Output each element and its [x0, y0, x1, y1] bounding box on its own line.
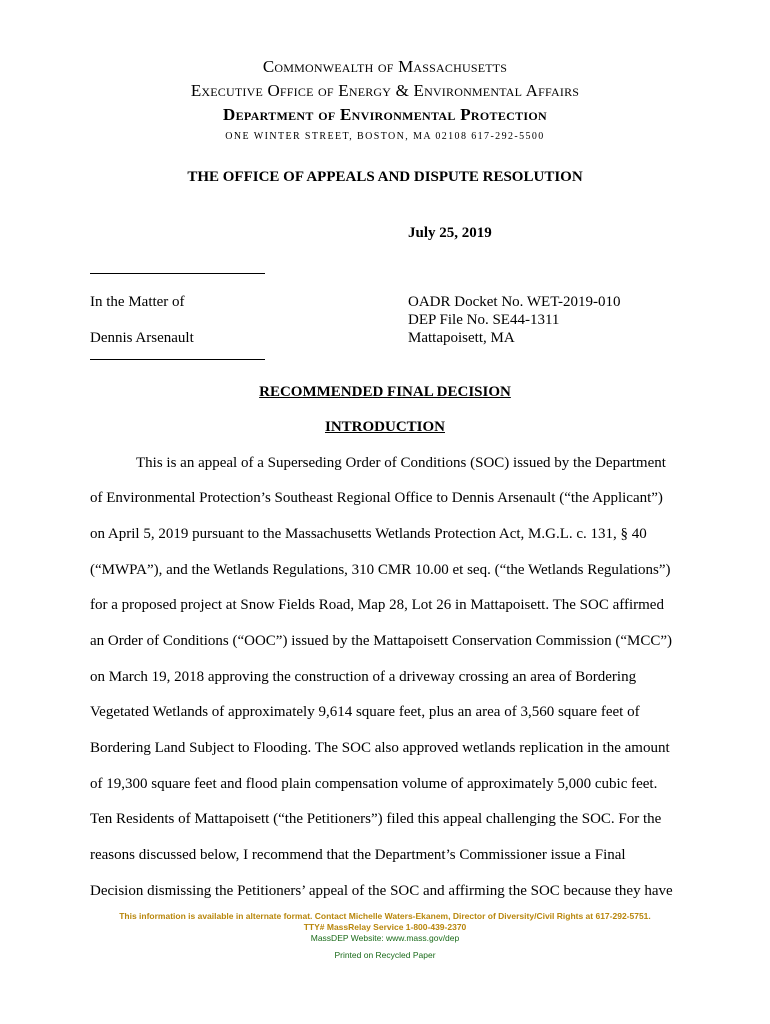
body-line: reasons discussed below, I recommend that the Department’s Commissioner issue a Final	[90, 847, 626, 863]
body-line: Ten Residents of Mattapoisett (“the Petitioners”) filed this appeal challenging the SOC. For the	[90, 811, 662, 827]
party-name: Dennis Arsenault	[90, 330, 194, 346]
introduction-heading: INTRODUCTION	[324, 419, 445, 435]
body-line: for a proposed project at Snow Fields Road, Map 28, Lot 26 in Mattapoisett. The SOC affirmed	[90, 597, 664, 613]
body-line: Vegetated Wetlands of approximately 9,614 square feet, plus an area of 3,560 square feet of	[90, 704, 640, 720]
letterhead-department: Department of Environmental Protection	[223, 105, 547, 124]
body-line: on April 5, 2019 pursuant to the Massachusetts Wetlands Protection Act, M.G.L. c. 131, § 40	[90, 526, 647, 542]
docket-number: OADR Docket No. WET-2019-010	[408, 294, 621, 310]
footer-alternate-format: This information is available in alternate format. Contact Michelle Waters-Ekanem, Director of Diversity/Civil Rights at 617-292-5751.	[119, 911, 651, 921]
letterhead-commonwealth: Commonwealth of Massachusetts	[262, 57, 508, 76]
decision-heading: RECOMMENDED FINAL DECISION	[259, 384, 511, 400]
body-line: on March 19, 2018 approving the construction of a driveway crossing an area of Bordering	[90, 669, 637, 685]
matter-label: In the Matter of	[90, 294, 185, 310]
project-location: Mattapoisett, MA	[408, 330, 515, 346]
body-line: Decision dismissing the Petitioners’ appeal of the SOC and affirming the SOC because they have	[90, 883, 673, 899]
body-line: (“MWPA”), and the Wetlands Regulations, 310 CMR 10.00 et seq. (“the Wetlands Regulations”)	[90, 562, 671, 578]
office-title: THE OFFICE OF APPEALS AND DISPUTE RESOLUTION	[187, 169, 583, 185]
letterhead-executive-office: Executive Office of Energy & Environmental Affairs	[190, 81, 580, 100]
caption-bottom-rule	[90, 359, 265, 360]
footer-website: MassDEP Website: www.mass.gov/dep	[310, 933, 460, 943]
body-line: of 19,300 square feet and flood plain compensation volume of approximately 5,000 cubic feet.	[90, 776, 658, 792]
body-line: This is an appeal of a Superseding Order of Conditions (SOC) issued by the Department	[136, 455, 666, 471]
decision-date: July 25, 2019	[408, 225, 492, 241]
caption-top-rule	[90, 273, 265, 274]
body-line: an Order of Conditions (“OOC”) issued by the Mattapoisett Conservation Commission (“MCC”)	[90, 633, 673, 649]
dep-file-number: DEP File No. SE44-1311	[408, 312, 560, 328]
body-line: Bordering Land Subject to Flooding. The SOC also approved wetlands replication in the amount	[90, 740, 670, 756]
footer-tty: TTY# MassRelay Service 1-800-439-2370	[303, 922, 467, 932]
body-line: of Environmental Protection’s Southeast Regional Office to Dennis Arsenault (“the Applicant”)	[90, 490, 663, 506]
letterhead-address: ONE WINTER STREET, BOSTON, MA 02108 617-292-5500	[225, 131, 545, 142]
footer-recycled: Printed on Recycled Paper	[334, 950, 436, 960]
